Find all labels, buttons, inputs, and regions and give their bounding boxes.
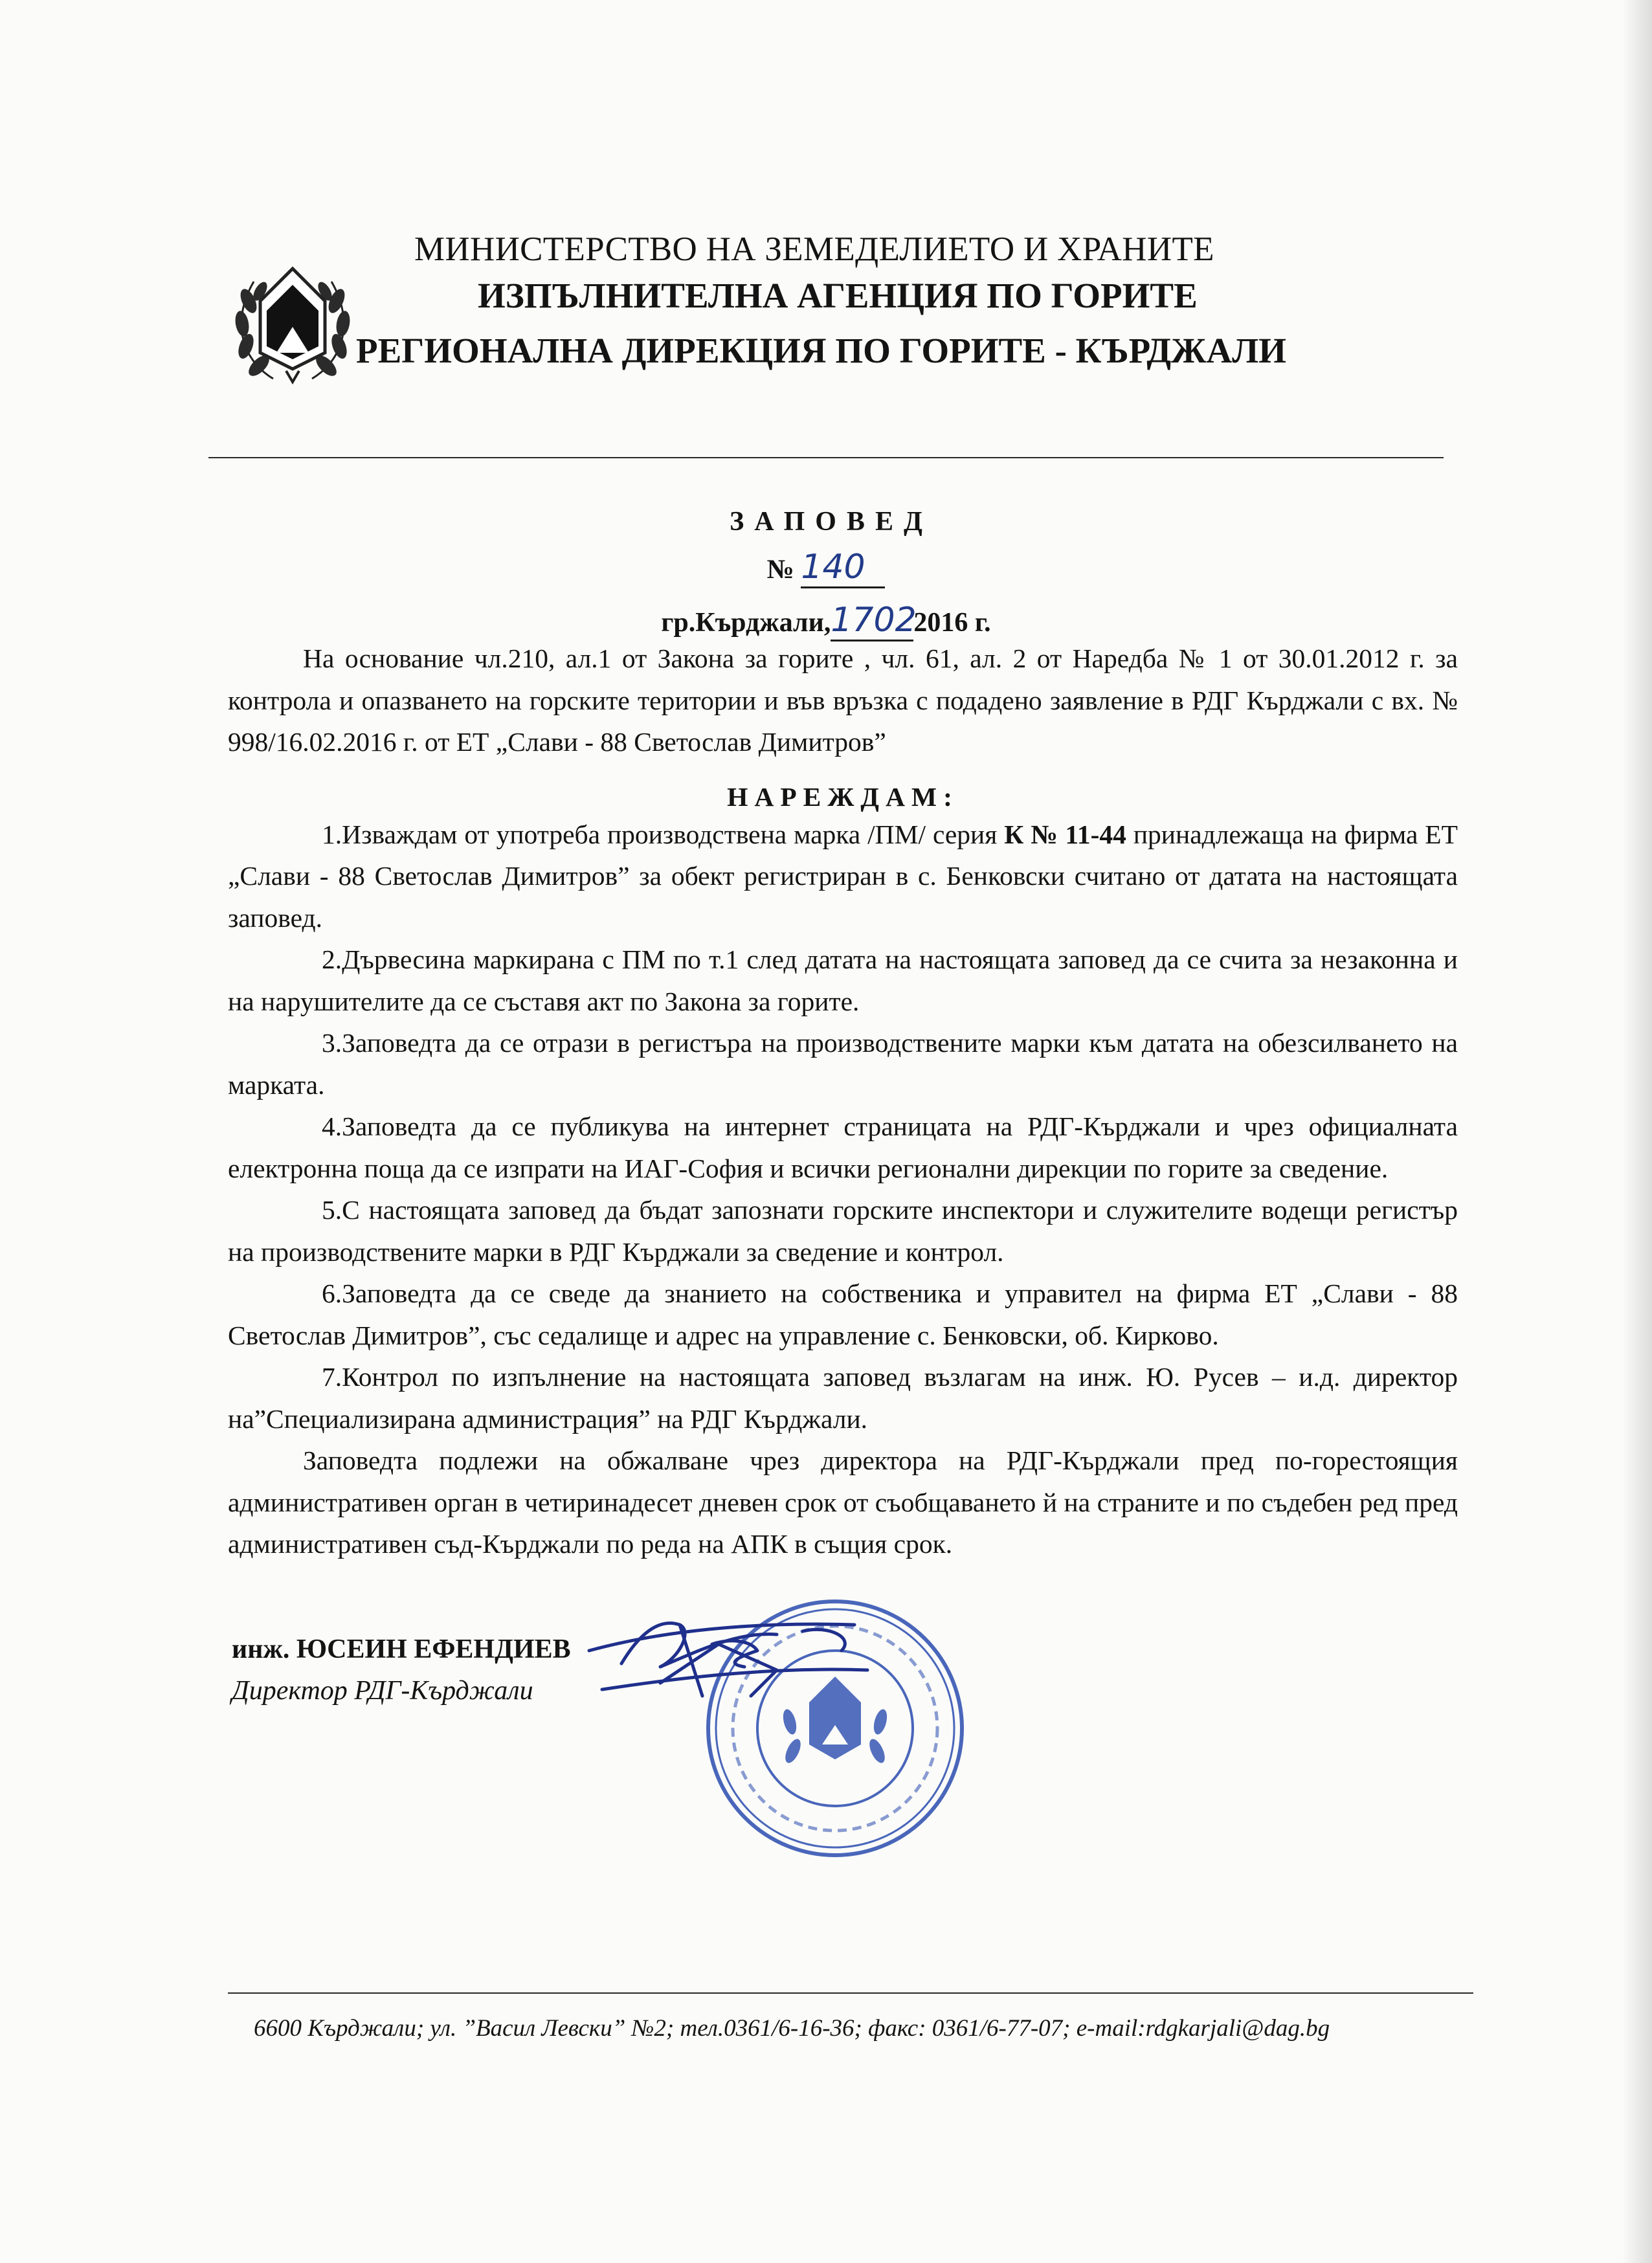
scan-edge-shadow [1622, 0, 1652, 2263]
item-1-end: принадлежаща на фирма ЕТ „Слави - 88 Светослав Димитров” за обект регистриран в с. Бенковски считано от датата на настоящата заповед. [228, 819, 1458, 933]
city-date-row [0, 601, 1652, 641]
item-5-paragraph: 5.С настоящата заповед да бъдат запознати горските инспектори и служителите водещи регистър на производствените марки в РДГ Кърджали за сведение и контрол. [228, 1195, 1458, 1267]
item-1-start: 1.Изваждам от употреба производствена марка /ПМ/ серия [322, 819, 1005, 849]
agency-heading: ИЗПЪЛНИТЕЛНА АГЕНЦИЯ ПО ГОРИТЕ [478, 276, 1198, 315]
preamble-paragraph: На основание чл.210, ал.1 от Закона за горите , чл. 61, ал. 2 от Наредба № 1 от 30.01.2012 г. за контрола и опазването на горските територии и във връзка с подадено заявление в РДГ Кърджали с вх. № 998/16.02.2016 г. от ЕТ „Слави - 88 Светослав Димитров” [228, 643, 1458, 757]
item-7-paragraph: 7.Контрол по изпълнение на настоящата заповед възлагам на инж. Ю. Русев – и.д. директор на”Специализирана администрация” на РДГ Кърджали. [228, 1362, 1458, 1434]
number-sign: № [766, 555, 794, 585]
ministry-heading: МИНИСТЕРСТВО НА ЗЕМЕДЕЛИЕТО И ХРАНИТЕ [414, 230, 1214, 268]
item-1-paragraph [228, 814, 1458, 939]
signer-title: Директор РДГ-Кърджали [232, 1676, 533, 1706]
item-6-paragraph: 6.Заповедта да се сведе да знанието на собственика и управител на фирма ЕТ „Слави - 88 Светослав Димитров”, със седалище и адрес на управление с. Бенковски, об. Кирково. [228, 1278, 1458, 1350]
document-body [228, 638, 1458, 1565]
footer-contact-address: 6600 Кърджали; ул. ”Васил Левски” №2; тел.0361/6-16-36; факс: 0361/6-77-07; e-mail:rdgkarjali@dag.bg [254, 2015, 1330, 2042]
city-label: гр.Кърджали, [661, 608, 831, 638]
document-title: ЗАПОВЕД [730, 507, 933, 537]
order-number-row [0, 548, 1652, 588]
decree-heading: НАРЕЖДАМ: [727, 781, 959, 812]
order-number-handwritten: 140 [801, 548, 885, 588]
forestry-emblem-icon [228, 256, 357, 390]
footer-divider [228, 1992, 1473, 1994]
order-date-handwritten: 1702 [831, 601, 913, 641]
item-4-paragraph: 4.Заповедта да се публикува на интернет страницата на РДГ-Кърджали и чрез официалната електронна поща да се изпрати на ИАГ-София и всички регионални дирекции по горите за сведение. [228, 1111, 1458, 1183]
signer-name: инж. ЮСЕИН ЕФЕНДИЕВ [232, 1634, 571, 1664]
appeal-paragraph: Заповедта подлежи на обжалване чрез директора на РДГ-Кърджали пред по-горестоящия административен орган в четиринадесет дневен срок от съобщаването й на страните и по съдебен ред пред административен съд-Кърджали по реда на АПК в същия срок. [228, 1445, 1458, 1559]
year-label: 2016 г. [913, 608, 991, 638]
item-1-mark-series: К № 11-44 [1004, 819, 1126, 849]
handwritten-signature-icon [583, 1605, 880, 1741]
item-2-paragraph: 2.Дървесина маркирана с ПМ по т.1 след датата на настоящата заповед да се счита за незаконна и на нарушителите да се съставя акт по Закона за горите. [228, 944, 1458, 1016]
regional-directorate-heading: РЕГИОНАЛНА ДИРЕКЦИЯ ПО ГОРИТЕ - КЪРДЖАЛИ [356, 331, 1287, 370]
item-3-paragraph: 3.Заповедта да се отрази в регистъра на производствените марки към датата на обезсилването на марката. [228, 1028, 1458, 1100]
header-divider [208, 457, 1444, 458]
